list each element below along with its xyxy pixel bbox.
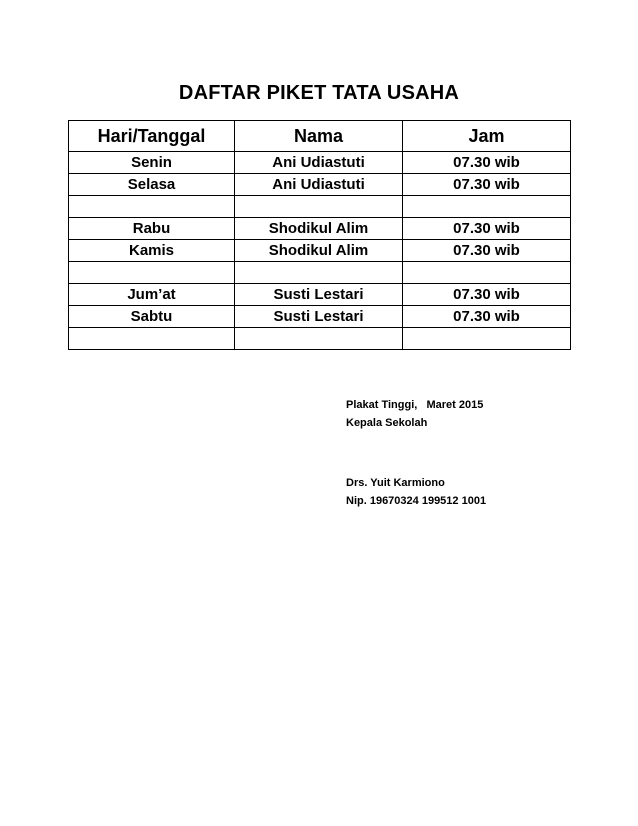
- cell-time: [403, 262, 571, 284]
- signature-nip: Nip. 19670324 199512 1001: [346, 495, 487, 507]
- cell-day: [69, 196, 235, 218]
- cell-time: 07.30 wib: [403, 240, 571, 262]
- cell-day: [69, 328, 235, 350]
- cell-day: Kamis: [69, 240, 235, 262]
- table-row-empty: [69, 196, 571, 218]
- cell-name: [235, 196, 403, 218]
- cell-day: Rabu: [69, 218, 235, 240]
- duty-roster-table: [68, 120, 571, 350]
- cell-time: 07.30 wib: [403, 152, 571, 174]
- table-row: [69, 152, 571, 174]
- table-row: [69, 306, 571, 328]
- cell-name: Susti Lestari: [235, 284, 403, 306]
- table-row-empty: [69, 328, 571, 350]
- cell-name: Shodikul Alim: [235, 240, 403, 262]
- header-day-date: Hari/Tanggal: [69, 121, 235, 152]
- table-header-row: [69, 121, 571, 152]
- header-time: Jam: [403, 121, 571, 152]
- table-row-empty: [69, 262, 571, 284]
- signature-place-date: Plakat Tinggi, Maret 2015: [346, 399, 484, 411]
- cell-name: [235, 328, 403, 350]
- cell-day: Senin: [69, 152, 235, 174]
- table-row: [69, 218, 571, 240]
- table-row: [69, 284, 571, 306]
- cell-time: 07.30 wib: [403, 306, 571, 328]
- cell-name: Ani Udiastuti: [235, 174, 403, 196]
- signature-position: Kepala Sekolah: [346, 417, 428, 429]
- cell-name: Susti Lestari: [235, 306, 403, 328]
- cell-name: Shodikul Alim: [235, 218, 403, 240]
- cell-day: Jum’at: [69, 284, 235, 306]
- header-name: Nama: [235, 121, 403, 152]
- signature-name: Drs. Yuit Karmiono: [346, 477, 445, 489]
- cell-day: [69, 262, 235, 284]
- table-row: [69, 174, 571, 196]
- cell-day: Selasa: [69, 174, 235, 196]
- document-title: DAFTAR PIKET TATA USAHA: [178, 82, 460, 104]
- cell-time: [403, 328, 571, 350]
- table-row: [69, 240, 571, 262]
- cell-name: [235, 262, 403, 284]
- cell-time: 07.30 wib: [403, 218, 571, 240]
- cell-time: 07.30 wib: [403, 284, 571, 306]
- cell-time: 07.30 wib: [403, 174, 571, 196]
- cell-time: [403, 196, 571, 218]
- cell-name: Ani Udiastuti: [235, 152, 403, 174]
- cell-day: Sabtu: [69, 306, 235, 328]
